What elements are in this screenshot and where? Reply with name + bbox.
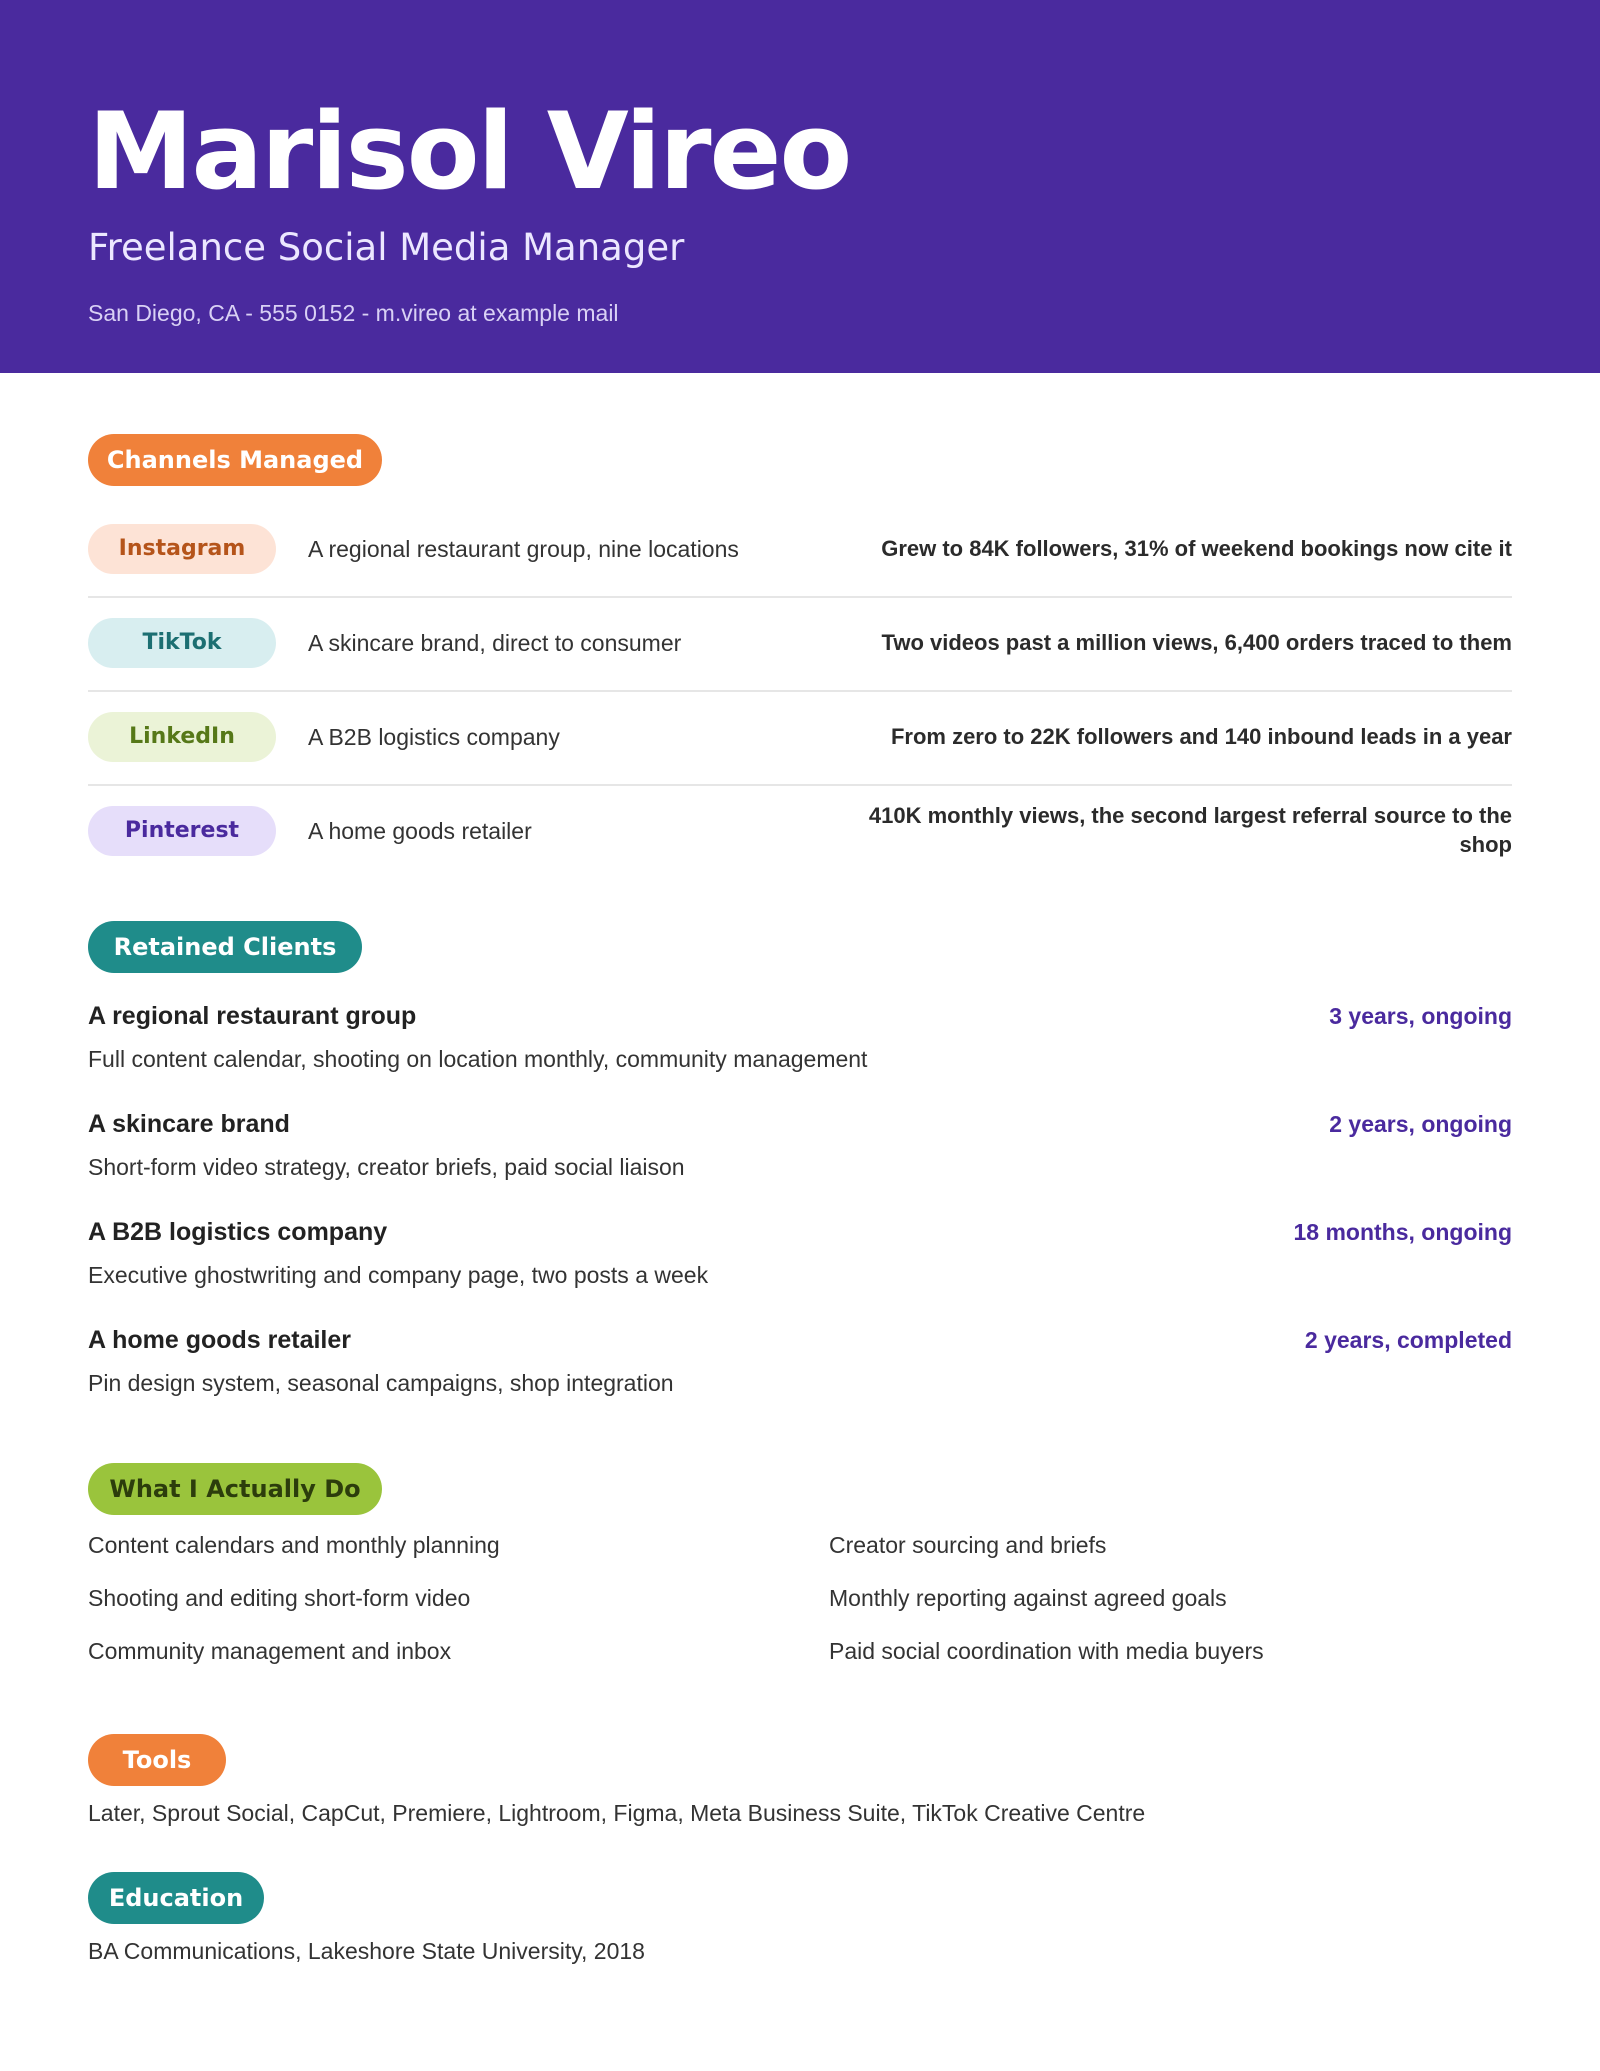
client-term: 2 years, completed [1304,1327,1512,1353]
section-heading-clients: Retained Clients [88,921,362,973]
channel-description: A regional restaurant group, nine locations [308,536,739,562]
channel-row-pinterest [88,800,1512,878]
channel-row-linkedin [88,706,1512,786]
section-heading-tools: Tools [88,1734,226,1786]
resume-header [0,0,1600,373]
client-detail: Pin design system, seasonal campaigns, shop integration [88,1370,674,1396]
client-term: 18 months, ongoing [1293,1219,1512,1245]
education-entry: BA Communications, Lakeshore State University, 2018 [88,1938,645,1964]
candidate-role: Freelance Social Media Manager [88,226,685,269]
skill-item: Creator sourcing and briefs [829,1532,1107,1558]
section-heading-channels: Channels Managed [88,434,382,486]
contact-line: San Diego, CA - 555 0152 - m.vireo at example mail [88,300,619,326]
skill-item: Community management and inbox [88,1638,452,1664]
skill-item: Content calendars and monthly planning [88,1532,500,1558]
client-entry [88,1216,1512,1296]
client-detail: Executive ghostwriting and company page, two posts a week [88,1262,709,1288]
channel-row-tiktok [88,612,1512,692]
channel-description: A B2B logistics company [308,724,560,750]
client-name: A regional restaurant group [88,1002,417,1030]
skills-list [88,1530,1512,1700]
channel-description: A skincare brand, direct to consumer [308,630,682,656]
channel-description: A home goods retailer [308,818,532,844]
candidate-name: Marisol Vireo [88,90,851,213]
client-entry [88,1000,1512,1080]
client-name: A skincare brand [88,1110,290,1138]
channel-badge: LinkedIn [88,712,276,762]
channel-result: From zero to 22K followers and 140 inbound leads in a year [890,724,1512,749]
section-heading-skills: What I Actually Do [88,1463,382,1515]
client-detail: Full content calendar, shooting on location monthly, community management [88,1046,868,1072]
client-name: A B2B logistics company [88,1218,388,1246]
channel-row-instagram [88,518,1512,598]
channel-result: Grew to 84K followers, 31% of weekend bookings now cite it [881,536,1512,561]
channel-result: Two videos past a million views, 6,400 orders traced to them [881,630,1512,655]
client-detail: Short-form video strategy, creator briefs, paid social liaison [88,1154,685,1180]
channel-badge: TikTok [88,618,276,668]
skill-item: Paid social coordination with media buyers [829,1638,1264,1664]
client-name: A home goods retailer [88,1326,352,1354]
channel-badge: Pinterest [88,806,276,856]
skill-item: Shooting and editing short-form video [88,1585,471,1611]
client-term: 3 years, ongoing [1329,1003,1512,1029]
client-entry [88,1108,1512,1188]
skill-item: Monthly reporting against agreed goals [829,1585,1227,1611]
client-entry [88,1324,1512,1404]
client-term: 2 years, ongoing [1329,1111,1512,1137]
channel-result: 410K monthly views, the second largest referral source to the shop [868,803,1512,857]
channel-badge: Instagram [88,524,276,574]
tools-list: Later, Sprout Social, CapCut, Premiere, Lightroom, Figma, Meta Business Suite, TikTok Creative Centre [88,1800,1146,1826]
section-heading-education: Education [88,1872,264,1924]
